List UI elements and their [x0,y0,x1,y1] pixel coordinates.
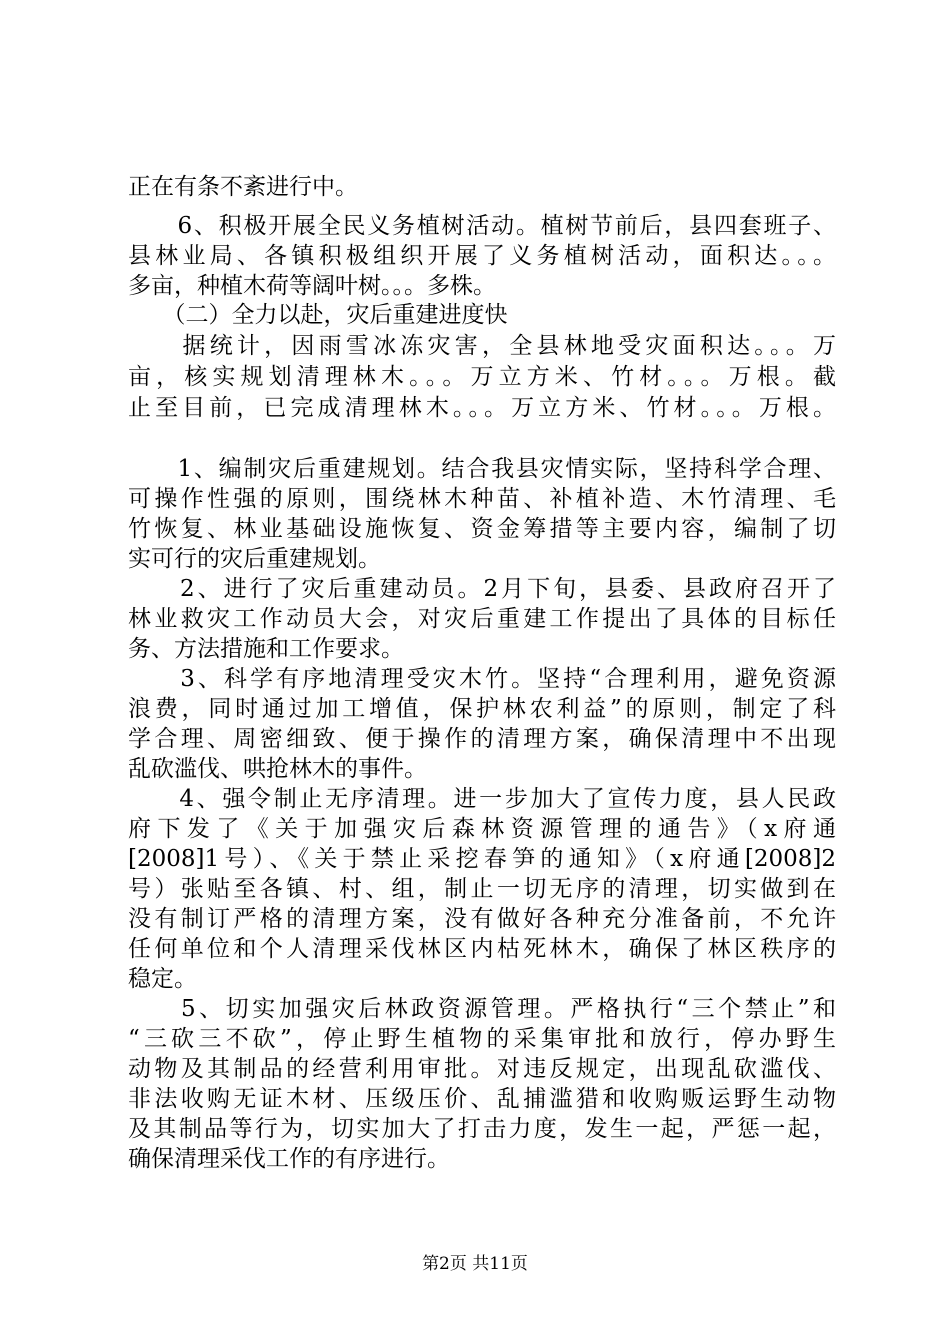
text-line: 确保清理采伐工作的有序进行。 [128,1146,450,1172]
text-line: 学合理、周密细致、便于操作的清理方案，确保清理中不出现 [128,726,836,752]
text-line: 没有制订严格的清理方案，没有做好各种充分准备前，不允许 [128,906,836,932]
text-line: 乱砍滥伐、哄抢林木的事件。 [128,756,427,782]
text-line: 县林业局、各镇积极组织开展了义务植树活动，面积达。。。 [128,243,836,269]
text-line: 号）张贴至各镇、村、组，制止一切无序的清理，切实做到在 [128,876,836,902]
text-line: 正在有条不紊进行中。 [128,174,358,200]
text-line: 动物及其制品的经营利用审批。对违反规定，出现乱砍滥伐、 [128,1056,836,1082]
text-line: 可操作性强的原则，围绕林木种苗、补植补造、木竹清理、毛 [128,486,836,512]
text-line: 止至目前，已完成清理林木。。。万立方米、竹材。。。万根。 [128,395,836,421]
text-line: 林业救灾工作动员大会，对灾后重建工作提出了具体的目标任 [128,606,836,632]
text-line: 5、切实加强灾后林政资源管理。严格执行“三个禁止”和 [128,996,836,1022]
text-line: 府下发了《关于加强灾后森林资源管理的通告》（x府通 [128,816,836,842]
text-line: 务、方法措施和工作要求。 [128,636,404,662]
text-line: 非法收购无证木材、压级压价、乱捕滥猎和收购贩运野生动物 [128,1086,836,1112]
text-line: 任何单位和个人清理采伐林区内枯死林木，确保了林区秩序的 [128,936,836,962]
text-line: 2、进行了灾后重建动员。2月下旬，县委、县政府召开了 [128,576,836,602]
text-line: [2008]1号）、《关于禁止采挖春笋的通知》（x府通[2008]2 [128,846,836,872]
text-line: 亩，核实规划清理林木。。。万立方米、竹材。。。万根。截 [128,364,836,390]
text-line: “三砍三不砍”，停止野生植物的采集审批和放行，停办野生 [128,1026,836,1052]
text-line: 4、强令制止无序清理。进一步加大了宣传力度，县人民政 [128,786,836,812]
text-line: 浪费，同时通过加工增值，保护林农利益”的原则，制定了科 [128,696,836,722]
text-line: 竹恢复、林业基础设施恢复、资金筹措等主要内容，编制了切 [128,516,836,542]
text-line: 实可行的灾后重建规划。 [128,546,381,572]
section-heading: （二）全力以赴，灾后重建进度快 [128,302,508,328]
text-line: 稳定。 [128,966,197,992]
text-line: 多亩，种植木荷等阔叶树。。。多株。 [128,273,496,299]
text-line: 3、科学有序地清理受灾木竹。坚持“合理利用，避免资源 [128,666,836,692]
text-line: 1、编制灾后重建规划。结合我县灾情实际，坚持科学合理、 [128,456,836,482]
page-number-footer: 第2页 共11页 [422,1254,528,1274]
text-line: 据统计，因雨雪冰冻灾害，全县林地受灾面积达。。。万 [128,333,836,359]
text-line: 6、积极开展全民义务植树活动。植树节前后，县四套班子、 [128,213,836,239]
text-line: 及其制品等行为，切实加大了打击力度，发生一起，严惩一起， [128,1116,836,1142]
